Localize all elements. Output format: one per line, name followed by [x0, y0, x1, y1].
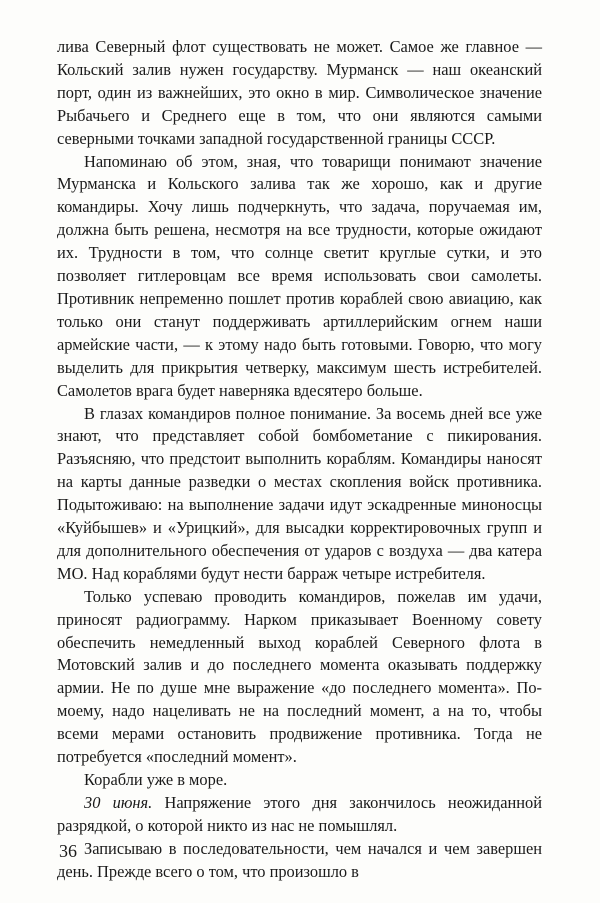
body-text: [57, 36, 542, 884]
paragraph: В глазах командиров полное понимание. За восемь дней все уже знают, что представляет собой бомбометание с пикирования. Разъясняю, что предстоит выполнить кораблям. Командиры наносят на карты данные разведки о местах скопления войск противника. Подытоживаю: на выполнение задачи идут эскадренные миноносцы «Куйбышев» и «Урицкий», для высадки корректировочных групп и для дополнительного обеспечения от ударов с воздуха — два катера МО. Над кораблями будут нести барраж четыре истребителя.: [57, 403, 542, 583]
page-number: 36: [59, 841, 77, 861]
paragraph: Корабли уже в море.: [84, 770, 228, 789]
entry-text: Напряжение этого дня закончилось неожиданной разрядкой, о которой никто из нас не помышлял.: [57, 792, 542, 835]
paragraph-dated-entry: [57, 792, 542, 838]
paragraph-continuation: лива Северный флот существовать не может. Самое же главное — Кольский залив нужен государству. Мурманск — наш океанский порт, один из важнейших, это окно в мир. Символическое значение Рыбачьего и Среднего еще в том, что они являются самыми северными точками западной государственной границы СССР.: [57, 37, 542, 148]
paragraph: Записываю в последовательности, чем начался и чем завершен день. Прежде всего о том, что произошло в: [57, 838, 542, 881]
paragraph: Напоминаю об этом, зная, что товарищи понимают значение Мурманска и Кольского залива так же хорошо, как и другие командиры. Хочу лишь подчеркнуть, что задача, поручаемая им, должна быть решена, несмотря на все трудности, которые ожидают их. Трудности в том, что солнце светит круглые сутки, и это позволяет гитлеровцам все время использовать свои самолеты. Противник непременно пошлет против кораблей свою авиацию, как только они станут поддерживать артиллерийским огнем наши армейские части, — к этому надо быть готовыми. Говорю, что могу выделить для прикрытия четверку, максимум шесть истребителей. Самолетов врага будет наверняка вдесятеро больше.: [57, 151, 542, 400]
entry-date: 30 июня.: [84, 792, 153, 812]
paragraph: Только успеваю проводить командиров, пожелав им удачи, приносят радиограмму. Нарком приказывает Военному совету обеспечить немедленный выход кораблей Северного флота в Мотовский залив и до последнего момента оказывать поддержку армии. Не по душе мне выражение «до последнего момента». По-моему, надо нацеливать не на последний момент, а на то, чтобы всеми мерами остановить продвижение противника. Тогда не потребуется «последний момент».: [57, 586, 542, 767]
